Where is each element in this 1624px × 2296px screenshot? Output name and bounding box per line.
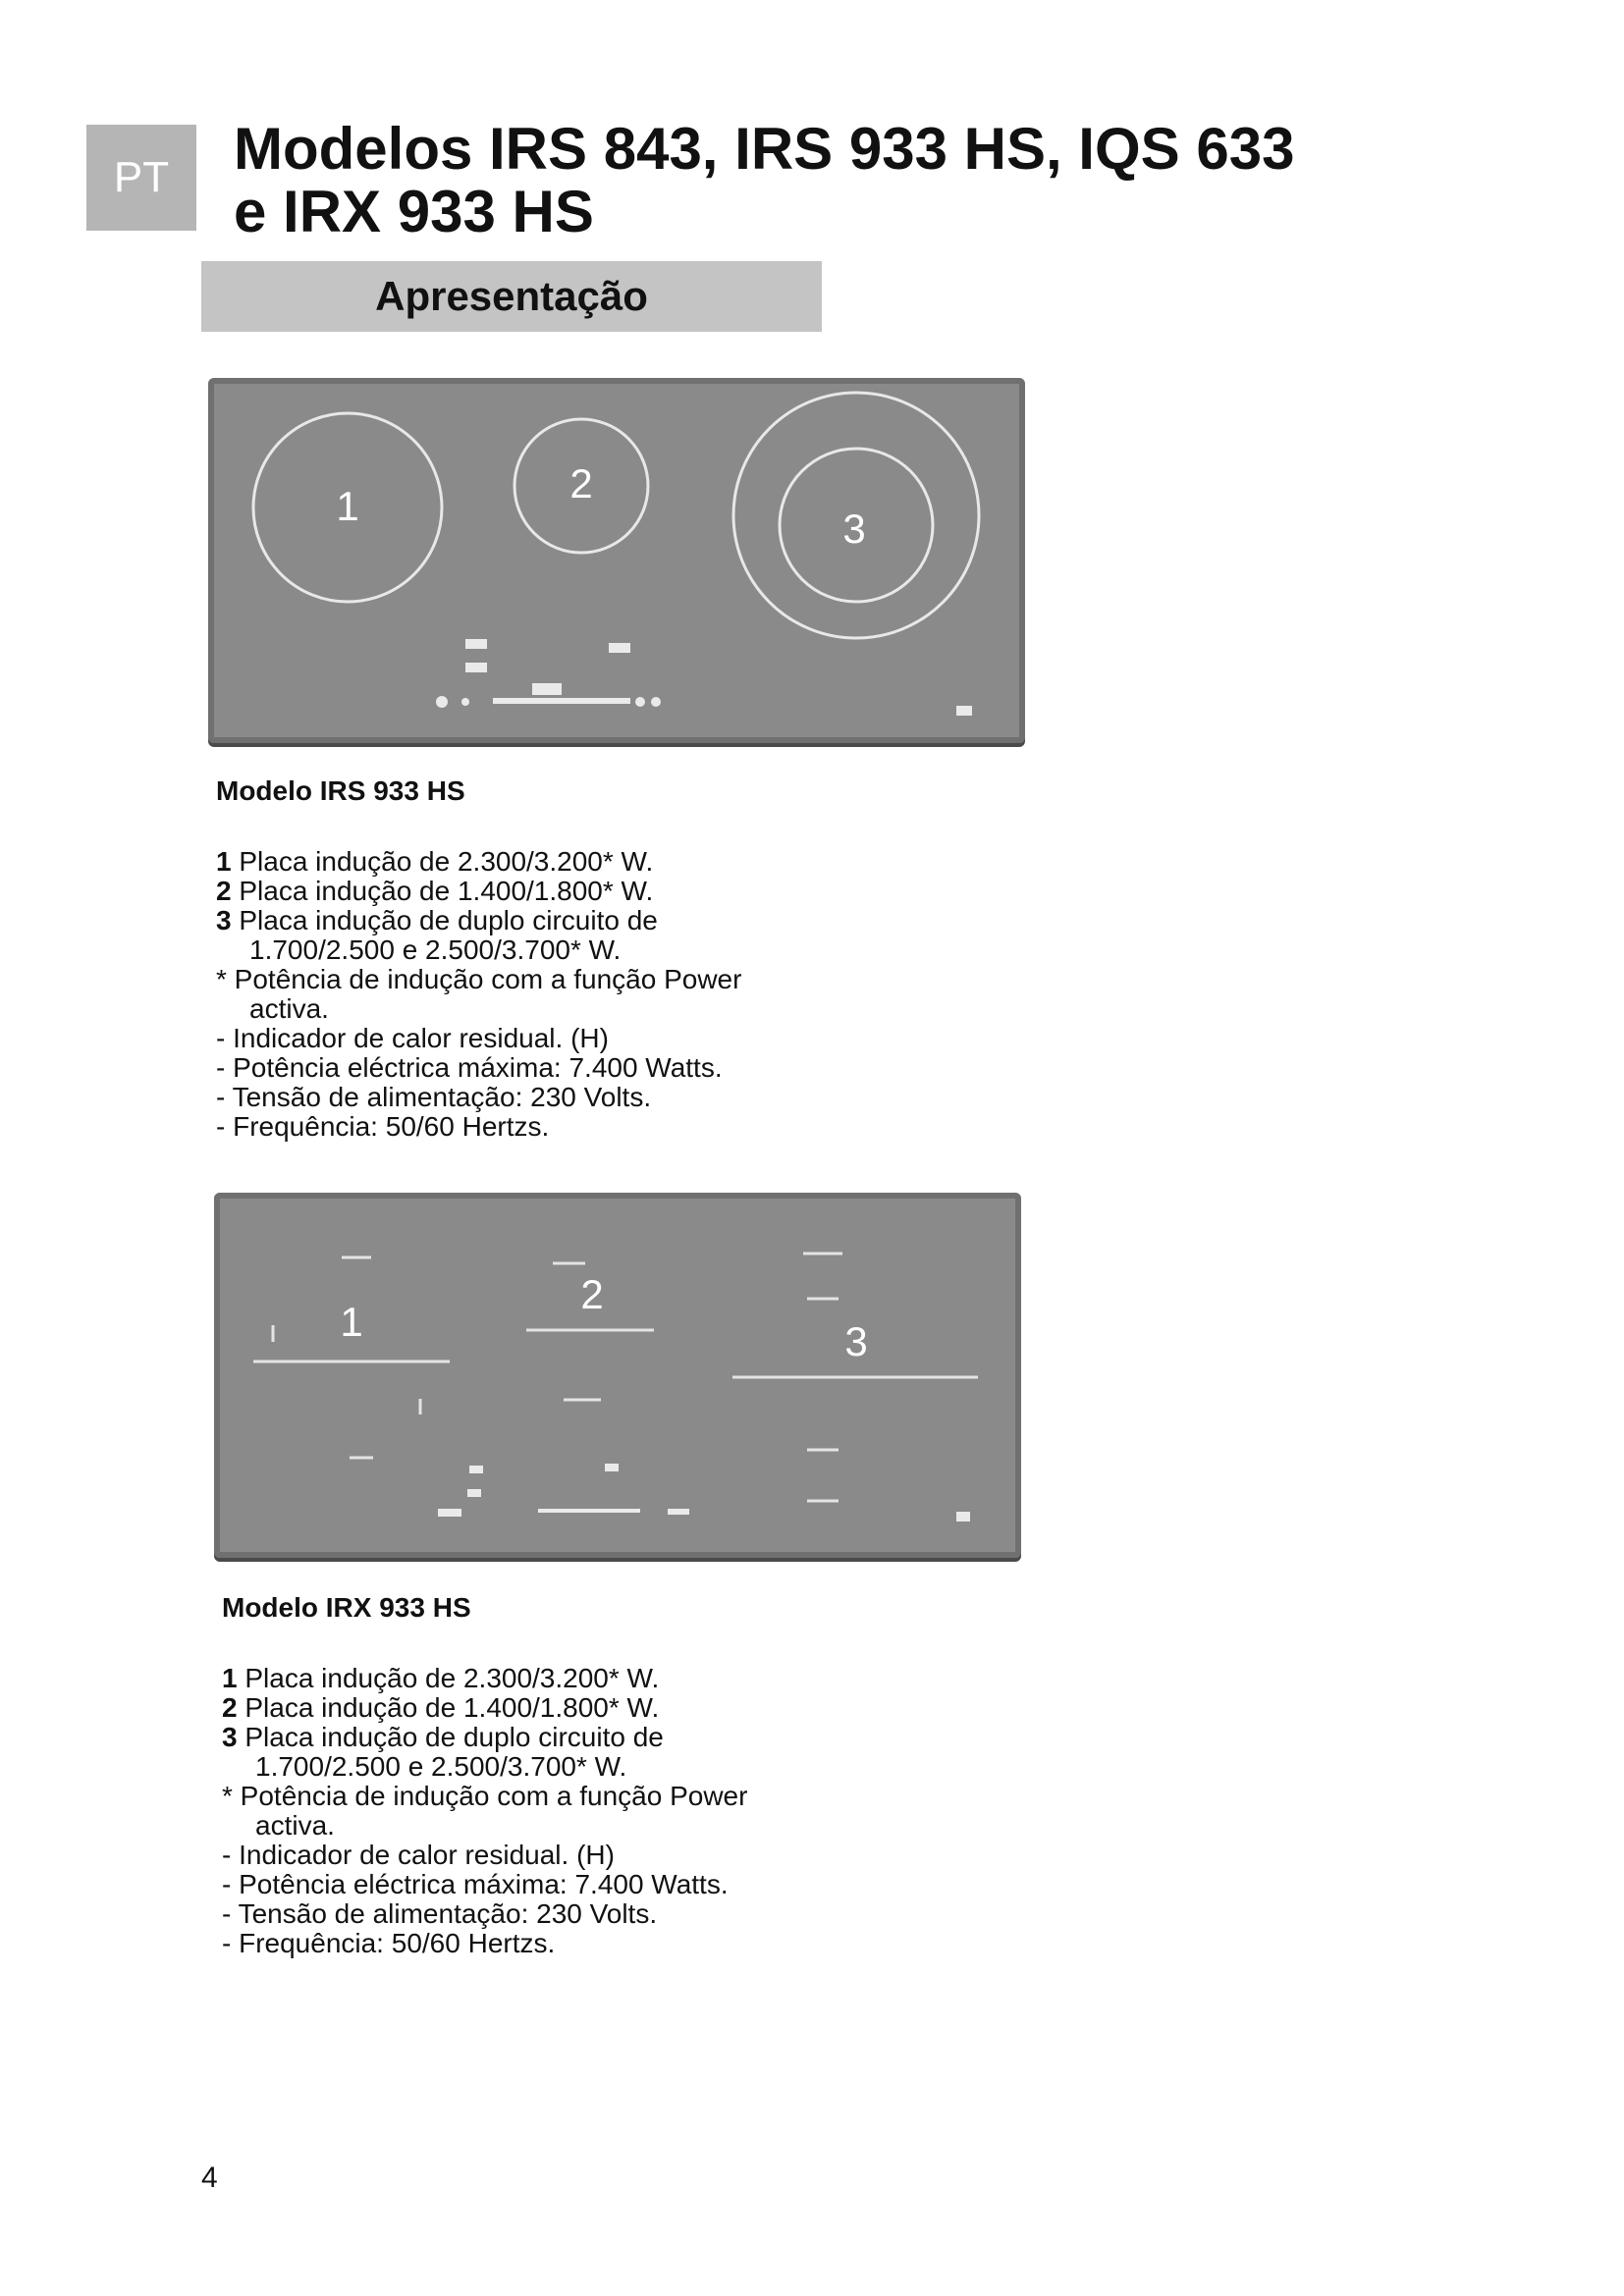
section-heading: Apresentação [201, 261, 822, 332]
control-panel [436, 639, 972, 716]
zone-label-1: 1 [340, 1299, 363, 1345]
language-badge: PT [86, 125, 196, 231]
spec-list [222, 1664, 747, 1958]
list-item: * Potência de indução com a função Power [216, 964, 742, 994]
zone-label-3: 3 [844, 1318, 868, 1364]
list-item: 1 Placa indução de 2.300/3.200* W. [216, 846, 654, 877]
list-item: 2 Placa indução de 1.400/1.800* W. [216, 876, 654, 906]
list-item: * Potência de indução com a função Power [222, 1781, 748, 1811]
zone-label-2: 2 [580, 1271, 604, 1317]
zone-label-3: 3 [842, 506, 866, 552]
list-item: - Potência eléctrica máxima: 7.400 Watts. [216, 1052, 723, 1083]
list-item: - Tensão de alimentação: 230 Volts. [222, 1898, 658, 1929]
spec-list [216, 847, 741, 1142]
list-item: 1.700/2.500 e 2.500/3.700* W. [255, 1751, 627, 1782]
title-line-2: e IRX 933 HS [234, 179, 594, 244]
list-item: activa. [249, 993, 329, 1024]
list-item: - Potência eléctrica máxima: 7.400 Watts. [222, 1869, 729, 1899]
list-item: - Frequência: 50/60 Hertzs. [216, 1111, 550, 1142]
list-item: - Tensão de alimentação: 230 Volts. [216, 1082, 652, 1112]
list-item: activa. [255, 1810, 335, 1841]
page-number: 4 [201, 2162, 218, 2194]
list-item: - Indicador de calor residual. (H) [216, 1023, 609, 1053]
cooktop-drawing [214, 1193, 1021, 1558]
list-item: - Frequência: 50/60 Hertzs. [222, 1928, 556, 1958]
control-panel [438, 1464, 970, 1522]
zone-label-2: 2 [569, 460, 593, 507]
zone-label-1: 1 [336, 483, 359, 529]
list-item: 3 Placa indução de duplo circuito de [222, 1722, 664, 1752]
model-irx-933-hs [222, 1593, 747, 1958]
cooktop-drawing [208, 378, 1025, 743]
list-item: 1.700/2.500 e 2.500/3.700* W. [249, 934, 622, 965]
model-title: Modelo IRS 933 HS [216, 775, 465, 806]
list-item: 1 Placa indução de 2.300/3.200* W. [222, 1663, 660, 1693]
page-title [234, 118, 1294, 243]
cooktop-image-irx-933-hs [214, 1193, 1021, 1558]
cooktop-image-irs-933-hs [208, 378, 1025, 743]
model-irs-933-hs [216, 776, 741, 1142]
model-title: Modelo IRX 933 HS [222, 1592, 471, 1623]
list-item: 2 Placa indução de 1.400/1.800* W. [222, 1692, 660, 1723]
list-item: 3 Placa indução de duplo circuito de [216, 905, 658, 935]
list-item: - Indicador de calor residual. (H) [222, 1840, 615, 1870]
title-line-1: Modelos IRS 843, IRS 933 HS, IQS 633 [234, 116, 1295, 182]
